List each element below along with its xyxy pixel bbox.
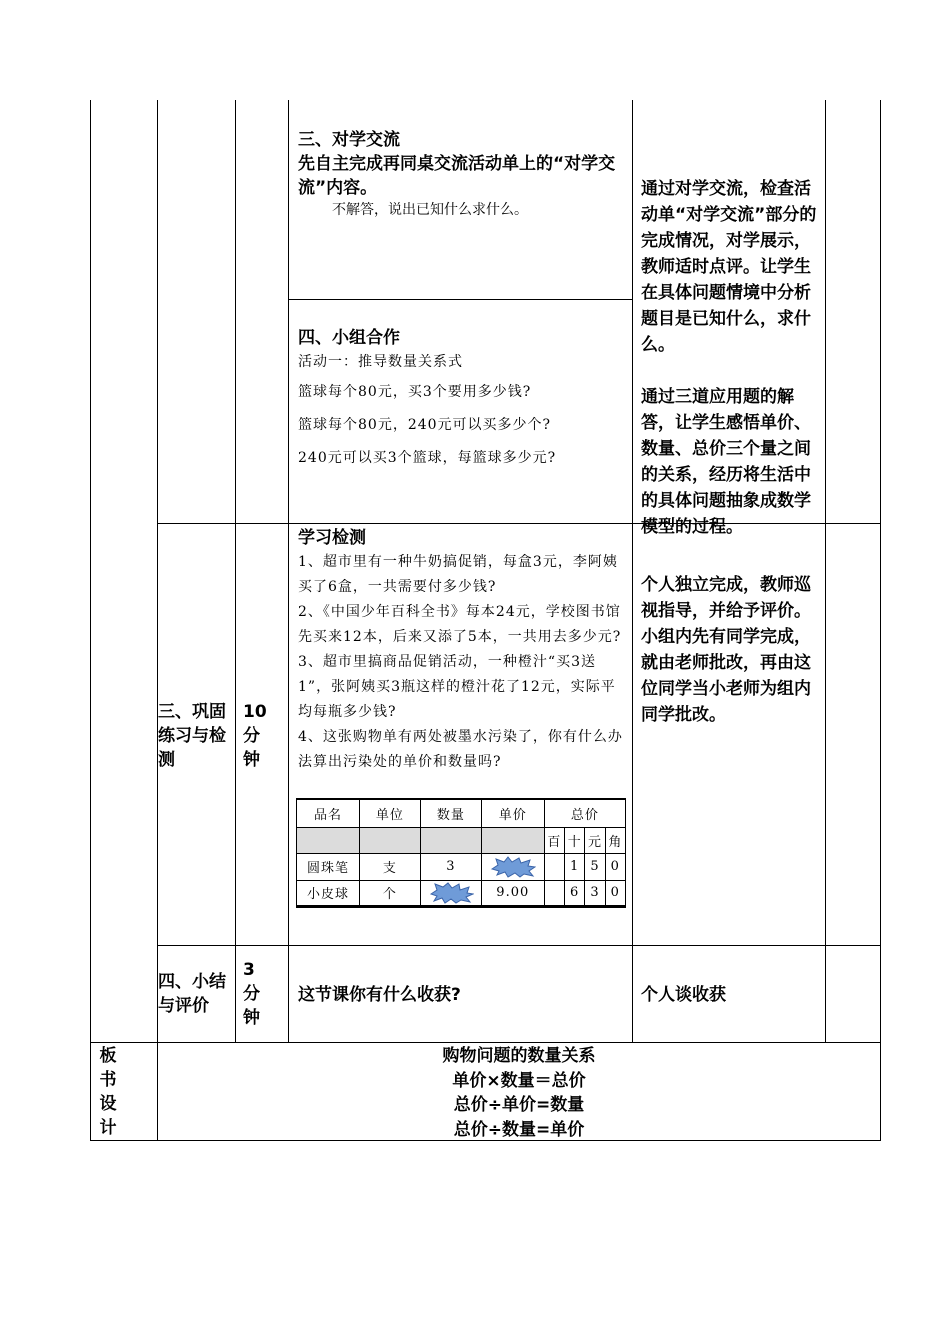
activity-intent-text: 通过对学交流，检查活动单“对学交流”部分的完成情况，对学展示，教师适时点评。让学生在具体问题情境中分析题目是已知什么，求什么。: [641, 179, 817, 355]
row2-d1: 6: [565, 880, 585, 906]
shade-cell: [481, 827, 544, 853]
section4-q1: 篮球每个80元，买3个要用多少钱?: [298, 384, 532, 400]
practice-problem-1: 1、超市里有一种牛奶搞促销，每盒3元，李阿姨买了6盒，一共需要付多少钱?: [298, 554, 618, 595]
practice-time: 10分钟: [243, 702, 267, 770]
rule: [288, 299, 632, 300]
header-qty: 数量: [420, 799, 481, 827]
header-total: 总价: [544, 799, 625, 827]
section3-text: 先自主完成再同桌交流活动单上的“对学交流”内容。: [298, 154, 616, 198]
rule: [880, 100, 881, 1141]
rule: [235, 100, 236, 1042]
row2-price: 9.00: [481, 880, 544, 906]
board-content: [158, 1044, 880, 1142]
sub-yuan: 元: [585, 827, 605, 853]
sub-jiao: 角: [605, 827, 625, 853]
board-label: 板书设计: [99, 1046, 117, 1138]
practice-title: 学习检测: [298, 528, 366, 548]
ink-blot-icon: [428, 882, 474, 904]
section4-q2: 篮球每个80元，240元可以买多少个?: [298, 417, 552, 433]
row1-d3: 0: [605, 854, 625, 880]
rule: [288, 100, 289, 1042]
board-line-4: 总价÷数量=单价: [453, 1119, 585, 1140]
row2-qty-ink: [420, 880, 481, 906]
summary-intent: 个人谈收获: [641, 985, 726, 1005]
board-line-2: 单价×数量＝总价: [452, 1070, 586, 1091]
rule: [157, 945, 881, 946]
section3-note: 不解答，说出已知什么求什么。: [332, 202, 528, 218]
sub-tens: 十: [565, 827, 585, 853]
row1-name: 圆珠笔: [297, 854, 360, 880]
row2-d3: 0: [605, 880, 625, 906]
activity-intent: [641, 176, 819, 540]
section4-q3: 240元可以买3个篮球，每篮球多少元?: [298, 450, 557, 466]
row2-unit: 个: [359, 880, 420, 906]
activity-intent-text-2: 通过三道应用题的解答，让学生感悟单价、数量、总价三个量之间的关系，经历将生活中的具体问题抽象成数学模型的过程。: [641, 387, 811, 537]
practice-stage: 三、巩固练习与检测: [158, 702, 226, 770]
rule: [632, 100, 633, 1042]
section4-title: 四、小组合作: [298, 328, 400, 348]
row2-d2: 3: [585, 880, 605, 906]
practice-problem-4: 4、这张购物单有两处被墨水污染了，你有什么办法算出污染处的单价和数量吗?: [298, 729, 623, 770]
rule: [825, 100, 826, 1042]
practice-problem-2: 2、《中国少年百科全书》每本24元，学校图书馆先买来12本，后来又添了5本，一共用去多少元?: [298, 604, 622, 645]
section3-title: 三、对学交流: [298, 130, 400, 150]
shade-cell: [359, 827, 420, 853]
practice-problem-3: 3、超市里搞商品促销活动，一种橙汁“买3送1”，张阿姨买3瓶这样的橙汁花了12元，实际平均每瓶多少钱?: [298, 654, 616, 720]
section4-cell: [298, 326, 626, 471]
summary-stage: 四、小结与评价: [158, 972, 226, 1016]
summary-content: 这节课你有什么收获?: [298, 985, 461, 1005]
shade-cell: [297, 827, 360, 853]
row1-qty: 3: [420, 854, 481, 880]
section4-activity: 活动一：推导数量关系式: [298, 354, 463, 370]
section3-cell: [298, 128, 626, 220]
board-line-1: 购物问题的数量关系: [442, 1046, 596, 1066]
rule: [90, 100, 91, 1141]
header-name: 品名: [297, 799, 360, 827]
practice-content: [298, 526, 626, 775]
row1-d2: 5: [585, 854, 605, 880]
row1-d0: [544, 854, 564, 880]
summary-time: 3分钟: [243, 960, 260, 1028]
row2-d0: [544, 880, 564, 906]
sub-hundreds: 百: [544, 827, 564, 853]
ink-blot-icon: [490, 856, 536, 878]
shade-cell: [420, 827, 481, 853]
practice-intent: 个人独立完成，教师巡视指导，并给予评价。小组内先有同学完成，就由老师批改，再由这位同学当小老师为组内同学批改。: [641, 575, 811, 725]
rule: [90, 1042, 881, 1043]
header-unit: 单位: [359, 799, 420, 827]
row2-name: 小皮球: [297, 880, 360, 906]
board-line-3: 总价÷单价=数量: [453, 1095, 585, 1115]
row1-price-ink: [481, 854, 544, 880]
row1-d1: 1: [565, 854, 585, 880]
row1-unit: 支: [359, 854, 420, 880]
header-price: 单价: [481, 799, 544, 827]
shopping-list-table: [296, 798, 626, 908]
